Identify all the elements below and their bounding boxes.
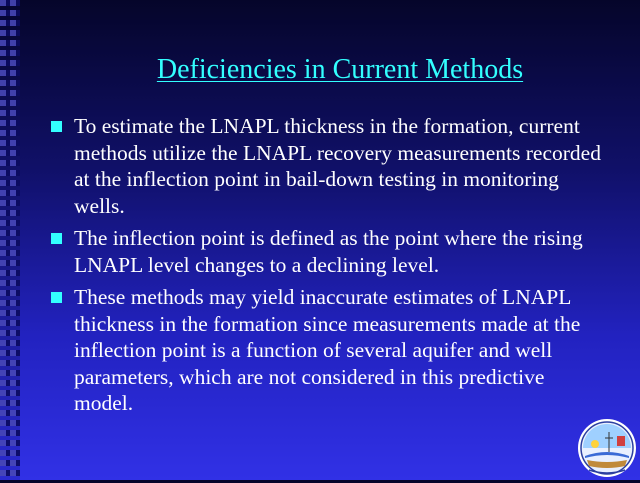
bullet-text: To estimate the LNAPL thickness in the formation, current methods utilize the LNAPL recovery measurements recorded at the inflection point in bail-down testing in monitoring wells. xyxy=(74,114,601,218)
bullet-item xyxy=(48,225,608,278)
slide-title: Deficiencies in Current Methods xyxy=(156,54,524,85)
square-bullet-icon xyxy=(51,292,62,303)
square-bullet-icon xyxy=(51,233,62,244)
bullet-item xyxy=(48,113,608,219)
bullet-item xyxy=(48,284,608,417)
square-bullet-icon xyxy=(51,121,62,132)
circular-seal-logo-icon xyxy=(577,418,637,478)
bullet-text: The inflection point is defined as the point where the rising LNAPL level changes to a declining level. xyxy=(74,226,583,277)
bullet-text: These methods may yield inaccurate estimates of LNAPL thickness in the formation since measurements made at the inflection point is a function of several aquifer and well parameters, which are not considered in this predictive model. xyxy=(74,285,581,415)
bullet-list xyxy=(48,113,608,423)
